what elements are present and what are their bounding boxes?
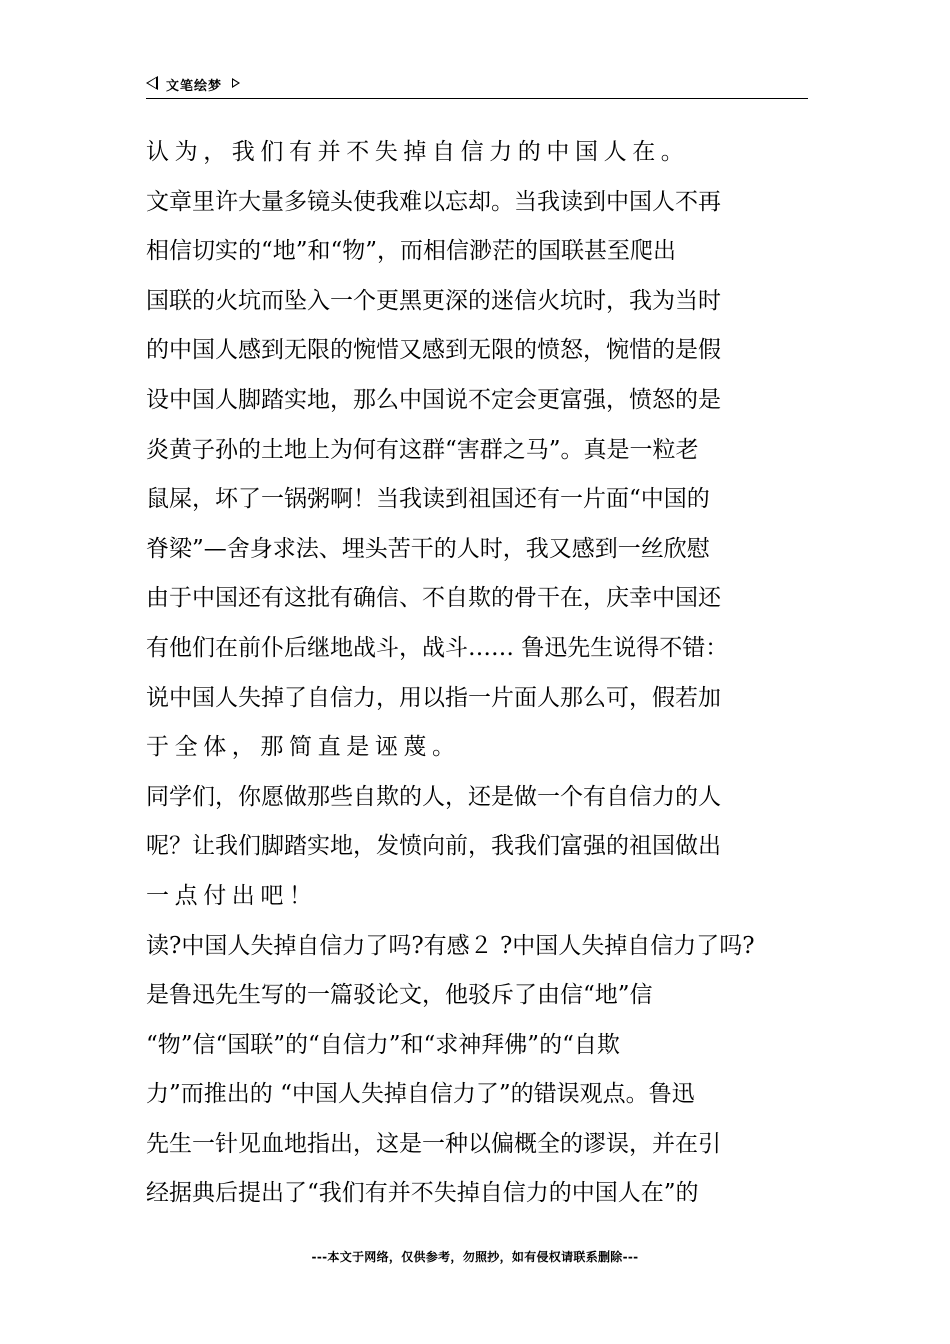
text-line: 同学们，你愿做那些自欺的人，还是做一个有自信力的人 bbox=[146, 783, 721, 810]
text-line: 经据典后提出了“我们有并不失掉自信力的中国人在”的 bbox=[146, 1180, 699, 1207]
text-line: 说中国人失掉了自信力，用以指一片面人那么可，假若加 bbox=[146, 684, 721, 711]
text-line: 国联的火坑而坠入一个更黑更深的迷信火坑时，我为当时 bbox=[146, 287, 721, 314]
text-line: 设中国人脚踏实地，那么中国说不定会更富强，愤怒的是 bbox=[146, 386, 721, 413]
page-header bbox=[146, 74, 808, 99]
text-line: 呢？让我们脚踏实地，发愤向前，我我们富强的祖国做出 bbox=[146, 833, 721, 860]
header-brand: 文笔绘梦 bbox=[166, 79, 223, 94]
text-line: 读?中国人失掉自信力了吗?有感２ ?中国人失掉自信力了吗? bbox=[146, 932, 755, 959]
text-line: 的中国人感到无限的惋惜又感到无限的愤怒，惋惜的是假 bbox=[146, 337, 721, 364]
text-line: 力”而推出的 “中国人失掉自信力了”的错误观点。鲁迅 bbox=[146, 1081, 695, 1108]
text-line: 炎黄子孙的土地上为何有这群“害群之马”。真是一粒老 bbox=[146, 436, 699, 463]
document-body bbox=[146, 128, 808, 1219]
triangle-right-icon bbox=[232, 78, 240, 88]
text-line: 脊梁”—舍身求法、埋头苦干的人时，我又感到一丝欣慰 bbox=[146, 535, 710, 562]
triangle-left-icon bbox=[146, 76, 158, 90]
text-line: 有他们在前仆后继地战斗，战斗…… 鲁迅先生说得不错： bbox=[146, 634, 729, 661]
text-line: 相信切实的“地”和“物”，而相信渺茫的国联甚至爬出 bbox=[146, 238, 677, 265]
text-line: 认为，我们有并不失掉自信力的中国人在。 bbox=[146, 139, 690, 165]
text-line: 由于中国还有这批有确信、不自欺的骨干在，庆幸中国还 bbox=[146, 585, 721, 612]
text-line: 是鲁迅先生写的一篇驳论文，他驳斥了由信“地”信 bbox=[146, 982, 653, 1009]
text-line: 文章里许大量多镜头使我难以忘却。当我读到中国人不再 bbox=[146, 188, 721, 215]
text-line: “物”信“国联”的“自信力”和“求神拜佛”的“自欺 bbox=[146, 1031, 620, 1058]
text-line: 鼠屎，坏了一锅粥啊！当我读到祖国还有一片面“中国的 bbox=[146, 486, 710, 513]
text-line: 于全体，那简直是诬蔑。 bbox=[146, 734, 461, 761]
text-line: 先生一针见血地指出，这是一种以偏概全的谬误，并在引 bbox=[146, 1130, 721, 1157]
text-line: 一点付出吧！ bbox=[146, 882, 318, 909]
footer-notice: ---本文于网络，仅供参考，勿照抄，如有侵权请联系删除--- bbox=[311, 1250, 639, 1264]
